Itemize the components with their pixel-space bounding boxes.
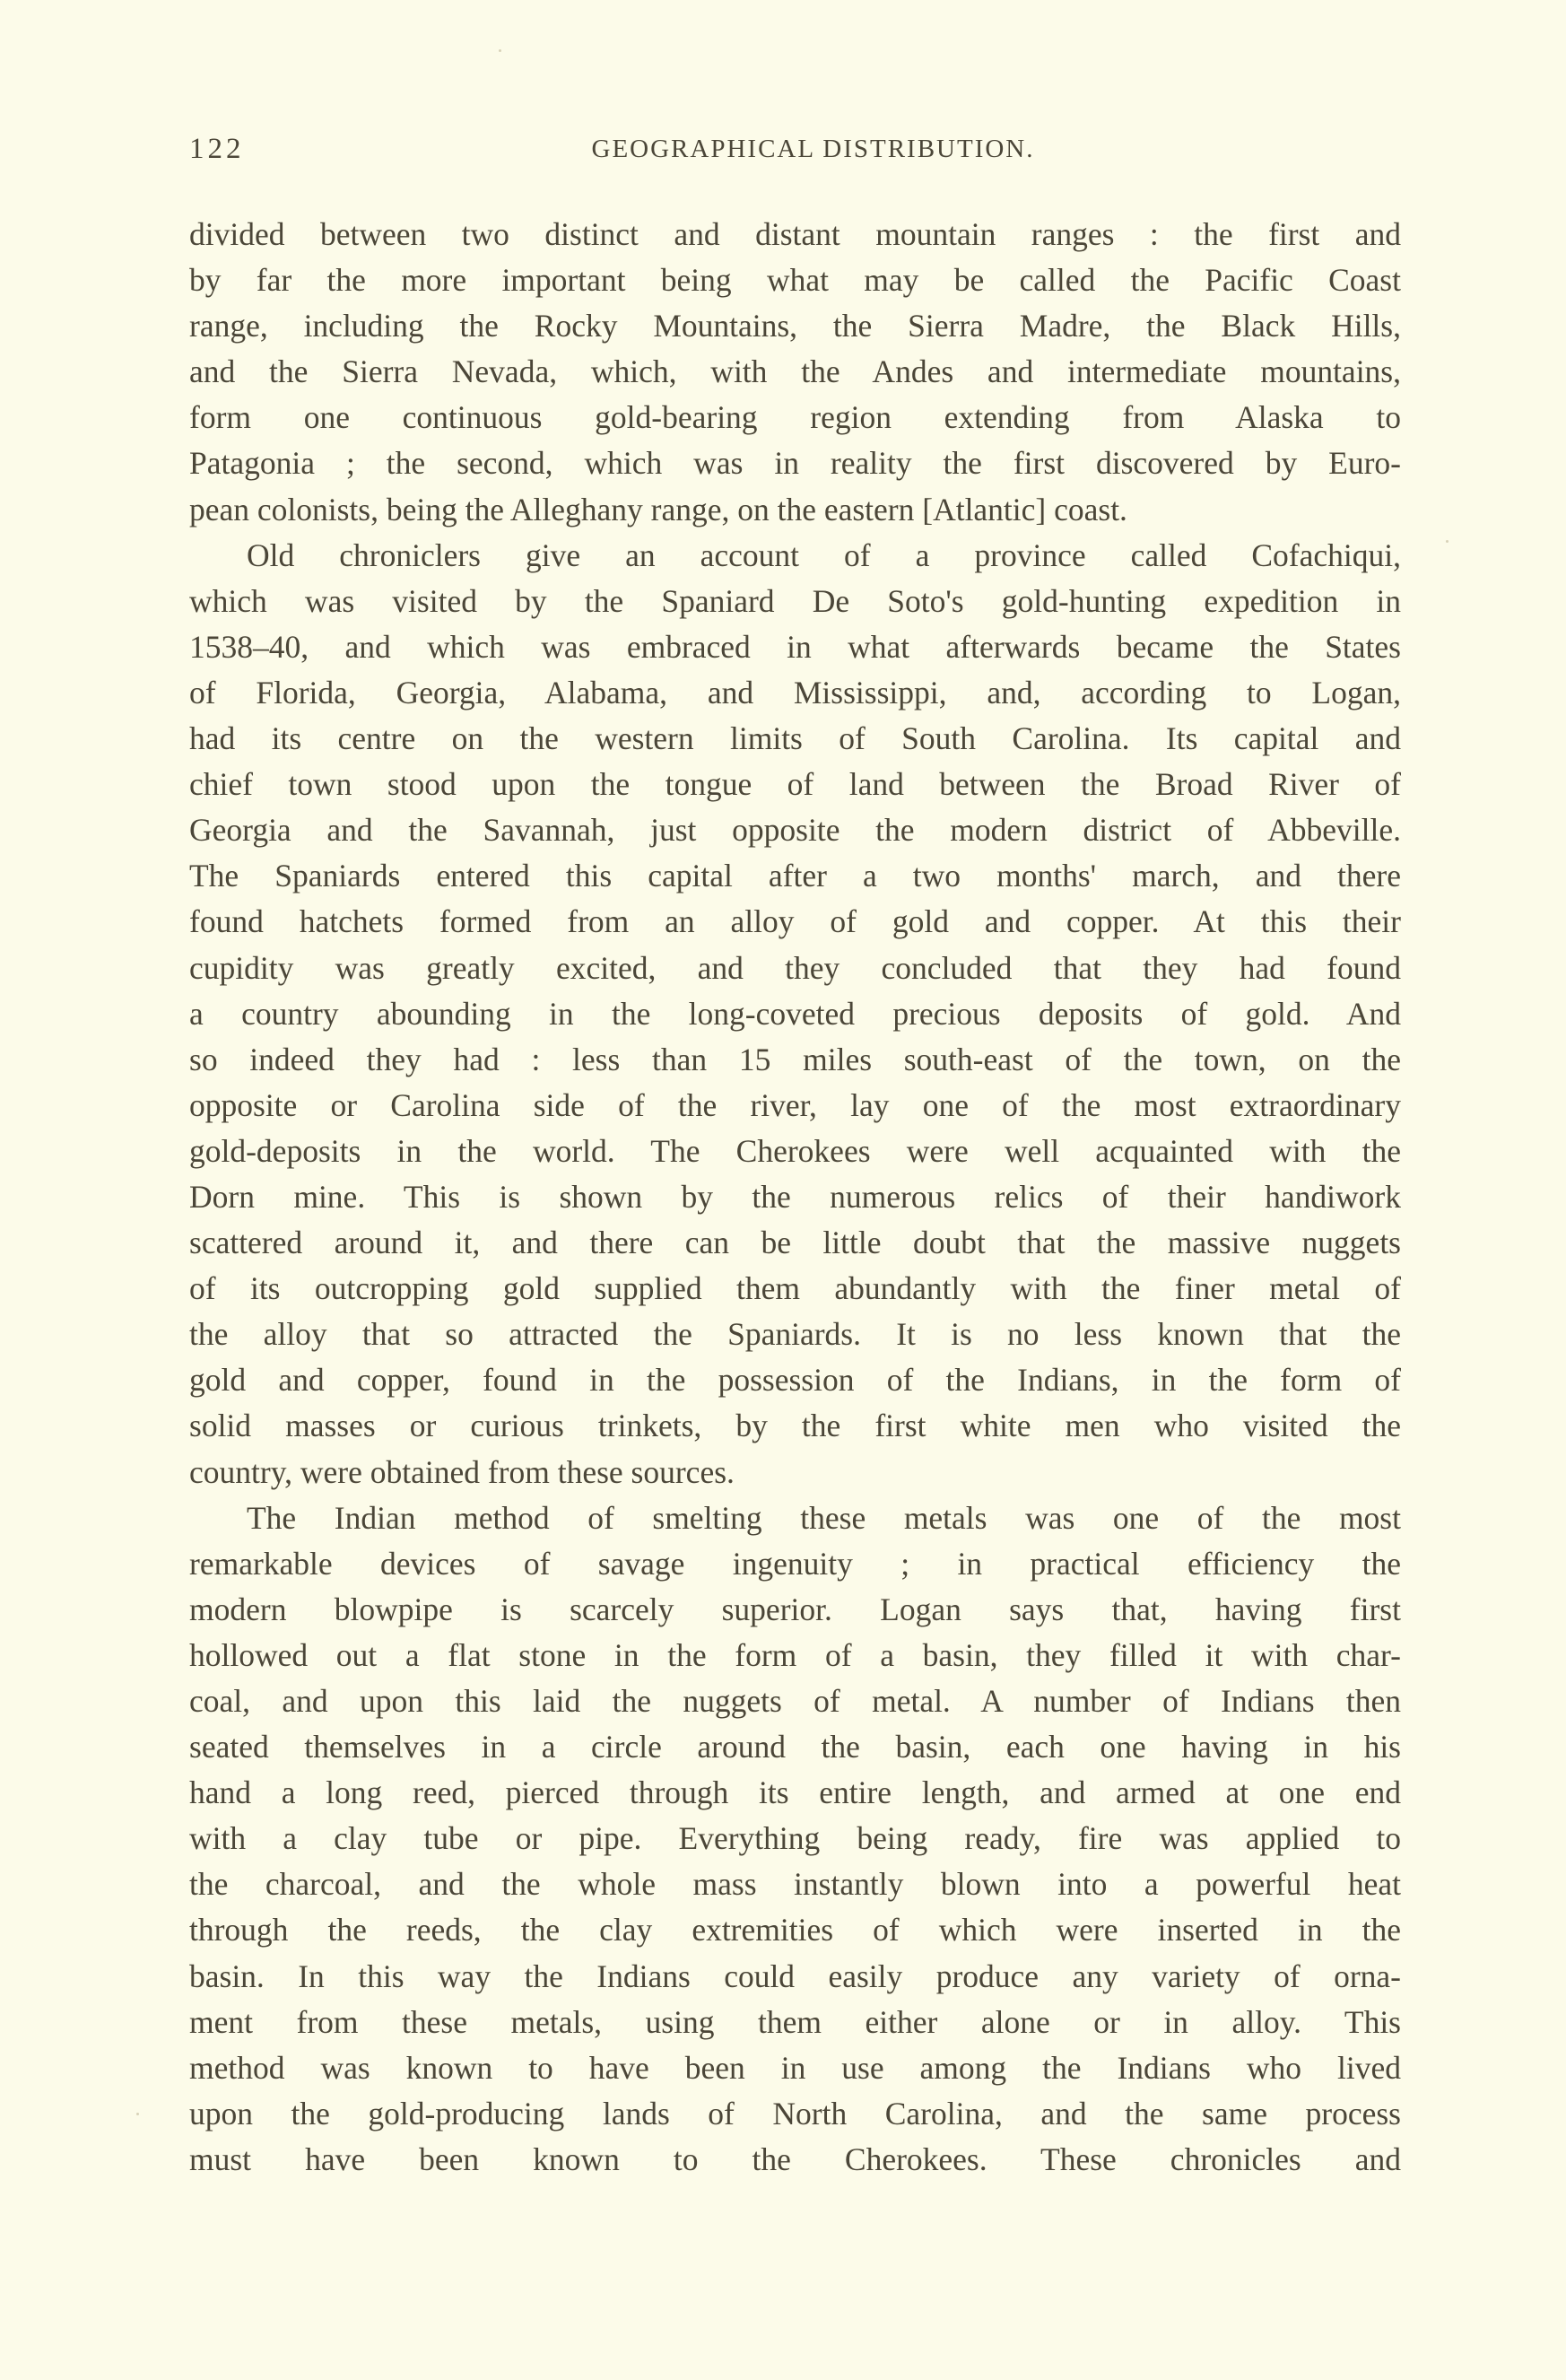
running-head: GEOGRAPHICAL DISTRIBUTION.: [591, 135, 1035, 163]
text-line: of its outcropping gold supplied them abundantly with the finer metal of: [189, 1270, 1401, 1307]
text-line: Georgia and the Savannah, just opposite the modern district of Abbeville.: [189, 812, 1401, 849]
text-line: method was known to have been in use among the Indians who lived: [189, 2049, 1401, 2086]
text-line: form one continuous gold-bearing region extending from Alaska to: [189, 399, 1401, 436]
page-number: 122: [189, 133, 245, 165]
text-line: 1538–40, and which was embraced in what afterwards became the States: [189, 628, 1401, 665]
text-line: cupidity was greatly excited, and they concluded that they had found: [189, 949, 1401, 986]
text-line: Old chroniclers give an account of a province called Cofachiqui,: [247, 536, 1401, 573]
paragraph: [189, 533, 1401, 1495]
text-line: ment from these metals, using them either alone or in alloy. This: [189, 2003, 1401, 2040]
text-line: scattered around it, and there can be little doubt that the massive nuggets: [189, 1225, 1401, 1261]
paragraph: [189, 212, 1401, 533]
page-body: [189, 212, 1401, 2183]
paragraph: [189, 1495, 1401, 2183]
text-line: remarkable devices of savage ingenuity ; in practical efficiency the: [189, 1545, 1401, 1582]
scan-speck: [136, 2113, 139, 2115]
text-line: The Spaniards entered this capital after a two months' march, and there: [189, 858, 1401, 894]
text-line: which was visited by the Spaniard De Soto's gold-hunting expedition in: [189, 582, 1401, 619]
text-line: of Florida, Georgia, Alabama, and Mississippi, and, according to Logan,: [189, 674, 1401, 711]
text-line: the alloy that so attracted the Spaniards. It is no less known that the: [189, 1316, 1401, 1353]
text-line: hand a long reed, pierced through its entire length, and armed at one end: [189, 1774, 1401, 1811]
text-line: and the Sierra Nevada, which, with the Andes and intermediate mountains,: [189, 353, 1401, 390]
text-line: with a clay tube or pipe. Everything being ready, fire was applied to: [189, 1820, 1401, 1857]
text-line: the charcoal, and the whole mass instantly blown into a powerful heat: [189, 1866, 1401, 1903]
text-line: by far the more important being what may be called the Pacific Coast: [189, 262, 1401, 299]
text-line: gold-deposits in the world. The Cherokees were well acquainted with the: [189, 1132, 1401, 1169]
text-line: gold and copper, found in the possession of the Indians, in the form of: [189, 1362, 1401, 1399]
text-line: upon the gold-producing lands of North Carolina, and the same process: [189, 2095, 1401, 2132]
page-header: [189, 133, 1401, 172]
text-line: solid masses or curious trinkets, by the first white men who visited the: [189, 1408, 1401, 1444]
scan-speck: [1446, 540, 1449, 543]
text-line: seated themselves in a circle around the basin, each one having in his: [189, 1729, 1401, 1765]
text-line: Patagonia ; the second, which was in reality the first discovered by Euro-: [189, 445, 1401, 482]
text-line: The Indian method of smelting these metals was one of the most: [247, 1499, 1401, 1536]
text-line: pean colonists, being the Alleghany range, on the eastern [Atlantic] coast.: [189, 491, 1127, 527]
text-line: Dorn mine. This is shown by the numerous relics of their handiwork: [189, 1178, 1401, 1215]
text-line: opposite or Carolina side of the river, lay one of the most extraordinary: [189, 1086, 1401, 1123]
text-line: modern blowpipe is scarcely superior. Logan says that, having first: [189, 1591, 1401, 1627]
text-line: found hatchets formed from an alloy of gold and copper. At this their: [189, 903, 1401, 940]
text-line: hollowed out a flat stone in the form of a basin, they filled it with char-: [189, 1636, 1401, 1673]
text-line: through the reeds, the clay extremities of which were inserted in the: [189, 1912, 1401, 1948]
text-line: range, including the Rocky Mountains, the Sierra Madre, the Black Hills,: [189, 308, 1401, 344]
text-line: coal, and upon this laid the nuggets of metal. A number of Indians then: [189, 1683, 1401, 1719]
text-line: a country abounding in the long-coveted precious deposits of gold. And: [189, 995, 1401, 1032]
text-line: chief town stood upon the tongue of land between the Broad River of: [189, 766, 1401, 803]
text-line: must have been known to the Cherokees. These chronicles and: [189, 2140, 1401, 2177]
text-line: divided between two distinct and distant mountain ranges : the first and: [189, 216, 1401, 252]
text-line: had its centre on the western limits of South Carolina. Its capital and: [189, 720, 1401, 757]
text-line: basin. In this way the Indians could easily produce any variety of orna-: [189, 1957, 1401, 1994]
text-line: so indeed they had : less than 15 miles south-east of the town, on the: [189, 1041, 1401, 1077]
text-line: country, were obtained from these sources.: [189, 1453, 735, 1490]
scan-speck: [499, 49, 501, 52]
